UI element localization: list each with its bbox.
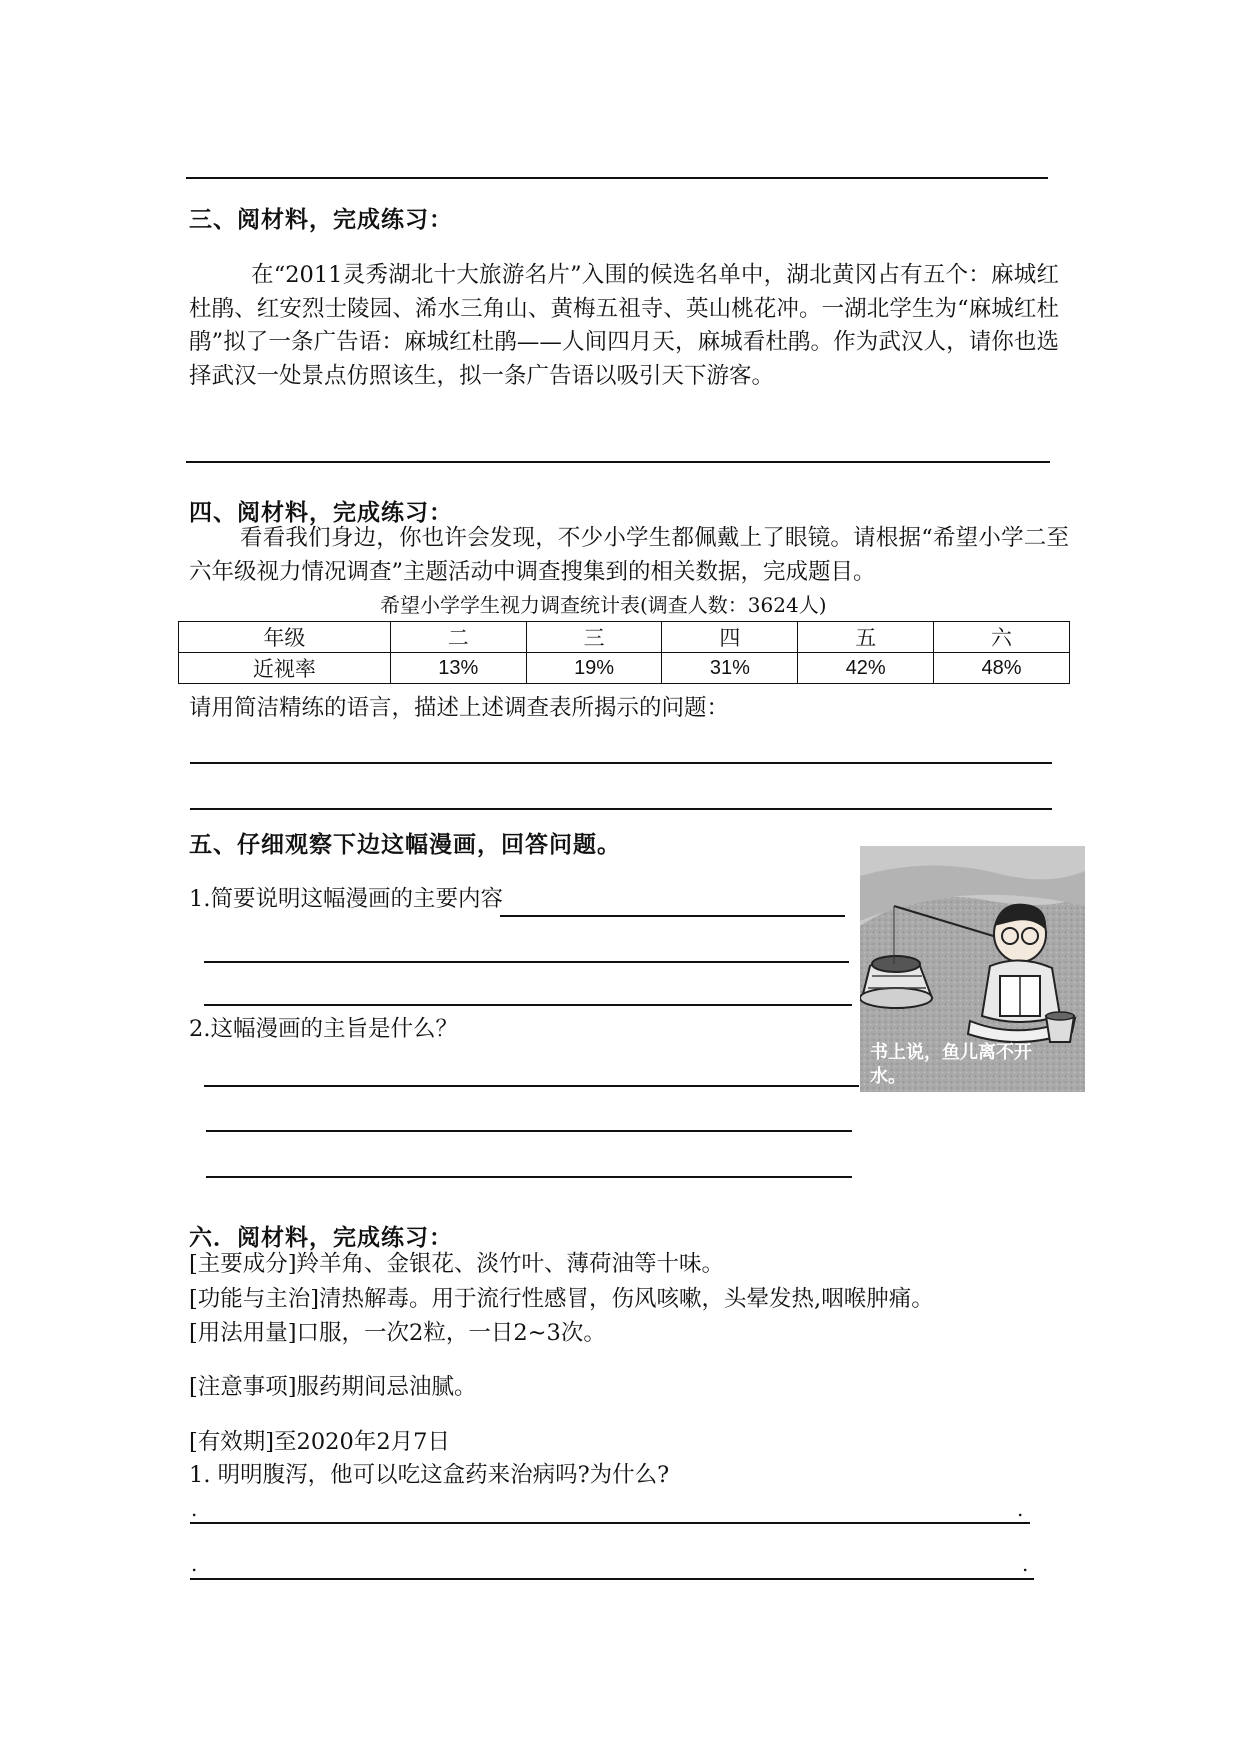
section6-line-indications: [功能与主治]清热解毒。用于流行性感冒，伤风咳嗽，头晕发热,咽喉肿痛。	[189, 1286, 934, 1312]
bucket-icon	[1046, 1012, 1074, 1042]
table-cell-rate: 31%	[662, 653, 798, 684]
table-row-grades	[179, 622, 1070, 653]
cartoon-caption-1: 书上说，鱼儿离不开	[870, 1042, 1032, 1063]
section3-heading: 三、阅材料，完成练习：	[189, 206, 453, 233]
section6-line-precautions: [注意事项]服药期间忌油腻。	[189, 1374, 477, 1400]
cartoon-illustration	[860, 846, 1085, 1092]
section4-question: 请用简洁精练的语言，描述上述调查表所揭示的问题：	[189, 695, 730, 721]
table-cell-grade: 三	[526, 622, 662, 653]
section6-answer-line-1[interactable]	[190, 1522, 1030, 1524]
table-cell-grade: 五	[798, 622, 934, 653]
cartoon-image	[860, 846, 1085, 1092]
table-cell-grade: 六	[934, 622, 1070, 653]
table-cell-rate: 48%	[934, 653, 1070, 684]
vision-survey-table	[178, 621, 1070, 684]
section4-heading: 四、阅材料，完成练习：	[189, 499, 453, 526]
section6-line-dosage: [用法用量]口服，一次2粒，一日2~3次。	[189, 1320, 606, 1346]
table-cell-rate: 13%	[390, 653, 526, 684]
dot-marker: .	[191, 1497, 198, 1521]
q1-answer-line-inline[interactable]	[500, 915, 845, 917]
section6-question: 1. 明明腹泻，他可以吃这盒药来治病吗?为什么?	[189, 1462, 670, 1488]
section6-heading: 六．阅材料，完成练习：	[189, 1224, 453, 1251]
q2-answer-line-2[interactable]	[206, 1130, 852, 1132]
section6-line-ingredients: [主要成分]羚羊角、金银花、淡竹叶、薄荷油等十味。	[189, 1251, 725, 1277]
section6-answer-line-2[interactable]	[190, 1578, 1034, 1580]
section3-paragraph: 在“2011灵秀湖北十大旅游名片”入围的候选名单中，湖北黄冈占有五个：麻城红杜鹃、红安烈士陵园、浠水三角山、黄梅五祖寺、英山桃花冲。一湖北学生为“麻城红杜鹃”拟了一条广告语：麻城红杜鹃——人间四月天，麻城看杜鹃。作为武汉人，请你也选择武汉一处景点仿照该生，拟一条广告语以吸引天下游客。	[189, 262, 1059, 389]
table-caption: 希望小学学生视力调查统计表(调查人数：3624人)	[380, 593, 827, 617]
q2-answer-line-1[interactable]	[204, 1085, 859, 1087]
q1-answer-line-2[interactable]	[204, 961, 849, 963]
section5-question-1: 1.简要说明这幅漫画的主要内容	[189, 886, 503, 912]
table-cell-rate: 42%	[798, 653, 934, 684]
section5-heading: 五、仔细观察下边这幅漫画，回答问题。	[189, 831, 621, 858]
table-cell-grade: 四	[662, 622, 798, 653]
cartoon-caption-2: 水。	[870, 1066, 906, 1087]
table-cell-rate: 19%	[526, 653, 662, 684]
section3-answer-line	[186, 461, 1050, 463]
table-cell-grade: 二	[390, 622, 526, 653]
dot-marker: .	[1022, 1552, 1029, 1576]
section4-answer-line-1[interactable]	[190, 762, 1052, 764]
table-row-rates	[179, 653, 1070, 684]
answer-line-top	[186, 177, 1048, 179]
table-header-grade: 年级	[179, 622, 391, 653]
dot-marker: .	[1017, 1497, 1024, 1521]
table-header-myopia-rate: 近视率	[179, 653, 391, 684]
section5-question-2: 2.这幅漫画的主旨是什么？	[189, 1016, 458, 1042]
q2-answer-line-3[interactable]	[206, 1176, 852, 1178]
q1-answer-line-3[interactable]	[204, 1004, 852, 1006]
section6-line-expiry: [有效期]至2020年2月7日	[189, 1429, 450, 1455]
dot-marker: .	[191, 1552, 198, 1576]
section4-paragraph: 看看我们身边，你也许会发现，不少小学生都佩戴上了眼镜。请根据“希望小学二至六年级视力情况调查”主题活动中调查搜集到的相关数据，完成题目。	[189, 525, 1069, 585]
section4-answer-line-2[interactable]	[190, 808, 1052, 810]
